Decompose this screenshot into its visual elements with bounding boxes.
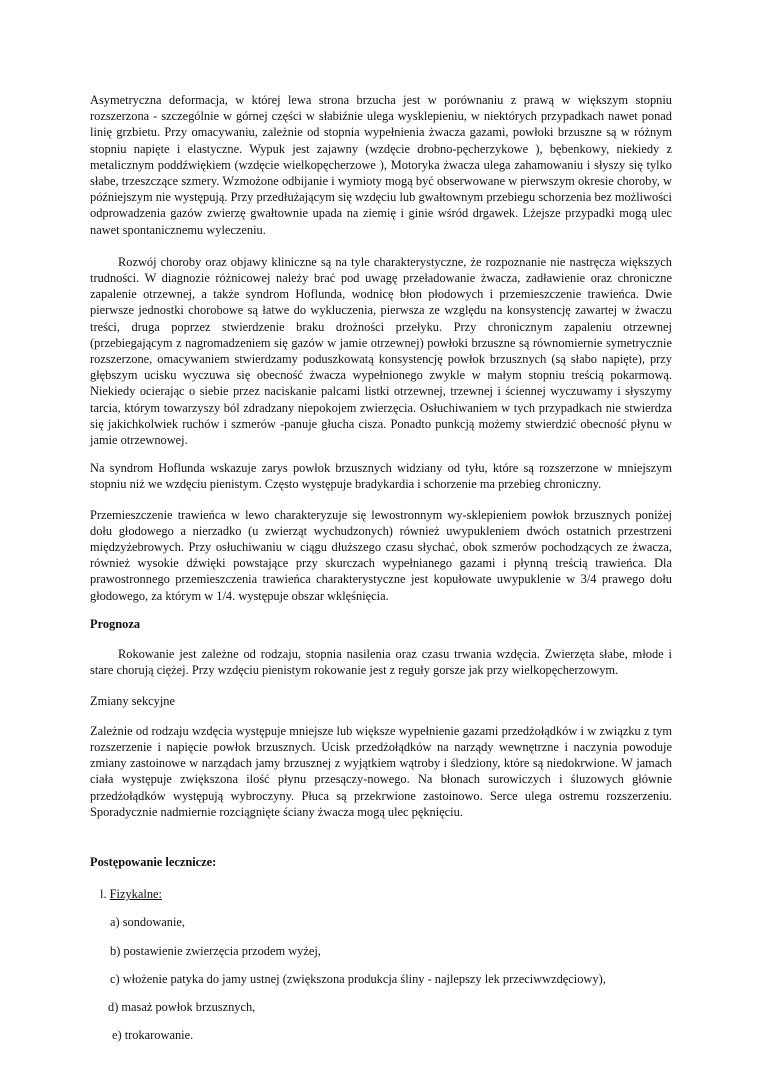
list-title: Fizykalne: bbox=[109, 887, 162, 902]
heading-postepowanie: Postępowanie lecznicze: bbox=[90, 854, 217, 869]
paragraph-prognosis: Rokowanie jest zależne od rodzaju, stopnia nasilenia oraz czasu trwania wzdęcia. Zwierzęta słabe, młode i stare chorują ciężej. Przy wzdęciu pienistym rokowanie jest z reguły gorsze jak przy wielkopęcherzowym. bbox=[90, 647, 672, 678]
paragraph-abomasum-displacement: Przemieszczenie trawieńca w lewo charakteryzuje się lewostronnym wy-sklepieniem powłok brzusznych poniżej dołu głodowego a nierzadko (u zwierząt wychudzonych) również uwypukleniem dwóch ostatnich przestrzeni międzyżebrowych. Przy osłuchiwaniu w ciągu dłuższego czasu słychać, obok szmerów pochodzących ze żwacza, również wysokie dźwięki powstające przy skurczach wypełnianego gazami i płynną treścią trawieńca. Dla prawostronnego przemieszczenia trawieńca charakterystyczne jest kopułowate uwypuklenie w 3/4 prawego dołu głodowego, za którym w 1/4. występuje obszar wklęśnięcia. bbox=[90, 507, 672, 603]
list-item: a) sondowanie, bbox=[110, 915, 186, 930]
paragraph-symptoms: Asymetryczna deformacja, w której lewa strona brzucha jest w porównaniu z prawą w większym stopniu rozszerzona - szczególnie w górnej części w słabiźnie ulega wysklepieniu, w niektórych przypadkach nawet ponad linię grzbietu. Przy omacywaniu, zależnie od stopnia wypełnienia żwacza gazami, powłoki brzuszne są w różnym stopniu napięte i elastyczne. Wypuk jest zajawny (wzdęcie drobno-pęcherzykowe ), bębenkowy, niekiedy z metalicznym poddźwiękiem (wzdęcie wielkopęcherzowe ), Motoryka żwacza ulega zahamowaniu i słyszy się tylko słabe, trzeszczące szmery. Wzmożone odbijanie i wymioty mogą być obserwowane w pierwszym okresie choroby, w późniejszym nie występują. Przy przedłużającym się wzdęciu lub gwałtownym przebiegu schorzenia bez możliwości odprowadzenia gazów zwierzę gwałtownie upada na ziemię i ginie wśród drgawek. Lżejsze przypadki mogą ulec nawet spontanicznemu wyleczeniu. bbox=[90, 93, 672, 237]
document-page bbox=[90, 92, 672, 1055]
heading-zmiany-sekcyjne: Zmiany sekcyjne bbox=[90, 693, 175, 708]
treatment-list bbox=[90, 886, 672, 1043]
paragraph-postmortem: Zależnie od rodzaju wzdęcia występuje mniejsze lub większe wypełnienie gazami przedżołądków i w związku z tym rozszerzenie i napięcie powłok brzusznych. Ucisk przedżołądków na narządy wewnętrzne i naczynia powoduje zmiany zastoinowe w narządach jamy brzusznej z wyjątkiem wątroby i śledziony, które są niedokrwione. W jamach ciała występuje zwiększona ilość płynu przesączy-nowego. Na błonach surowiczych i śluzowych głównie przedżołądków występują wybroczyny. Płuca są przekrwione zastoinowo. Serce ulega ostremu rozszerzeniu. Sporadycznie nadmiernie rozciągnięte ściany żwacza mogą ulec pęknięciu. bbox=[90, 723, 672, 819]
list-item: d) masaż powłok brzusznych, bbox=[108, 999, 256, 1014]
list-item: c) włożenie patyka do jamy ustnej (zwiększona produkcja śliny - najlepszy lek przeciwwzdęciowy), bbox=[110, 971, 606, 986]
paragraph-hoflund: Na syndrom Hoflunda wskazuje zarys powłok brzusznych widziany od tyłu, które są rozszerzone w mniejszym stopniu niż we wzdęciu pienistym. Często występuje bradykardia i schorzenie ma przebieg chroniczny. bbox=[90, 461, 672, 492]
list-item-physical bbox=[90, 886, 672, 902]
list-item: e) trokarowanie. bbox=[112, 1028, 194, 1043]
list-marker: l. bbox=[100, 887, 107, 902]
list-item: b) postawienie zwierzęcia przodem wyżej, bbox=[110, 943, 321, 958]
paragraph-diagnosis: Rozwój choroby oraz objawy kliniczne są na tyle charakterystyczne, że rozpoznanie nie nastręcza większych trudności. W diagnozie różnicowej należy brać pod uwagę przeładowanie żwacza, zadławienie oraz chroniczne zapalenie otrzewnej, a także syndrom Hoflunda, wodnicę błon płodowych i przemieszczenie trawieńca. Dwie pierwsze jednostki chorobowe są łatwe do wykluczenia, pierwsza ze względu na konsystencję zawartej w żwaczu treści, druga poprzez stwierdzenie braku drożności przełyku. Przy chronicznym zapaleniu otrzewnej (przebiegającym z nagromadzeniem się gazów w jamie otrzewnej) powłoki brzuszne są równomiernie symetrycznie rozszerzone, omacywaniem stwierdzamy poduszkowatą konsystencję powłok brzusznych (są słabo napięte), przy głębszym ucisku wyczuwa się obecność żwacza wypełnionego zwykle w małym stopniu treścią pokarmową. Niekiedy ocierając o siebie przez naciskanie palcami listki otrzewnej, trzewnej i ściennej wyczuwamy i słyszymy tarcia, którym towarzyszy ból zdradzany niepokojem zwierzęcia. Osłuchiwaniem w tych przypadkach nie stwierdza się jakichkolwiek ruchów i szmerów -panuje głucha cisza. Ponadto punkcją możemy stwierdzić obecność płynu w jamie otrzewnowej. bbox=[90, 254, 672, 448]
heading-prognoza: Prognoza bbox=[90, 616, 141, 631]
